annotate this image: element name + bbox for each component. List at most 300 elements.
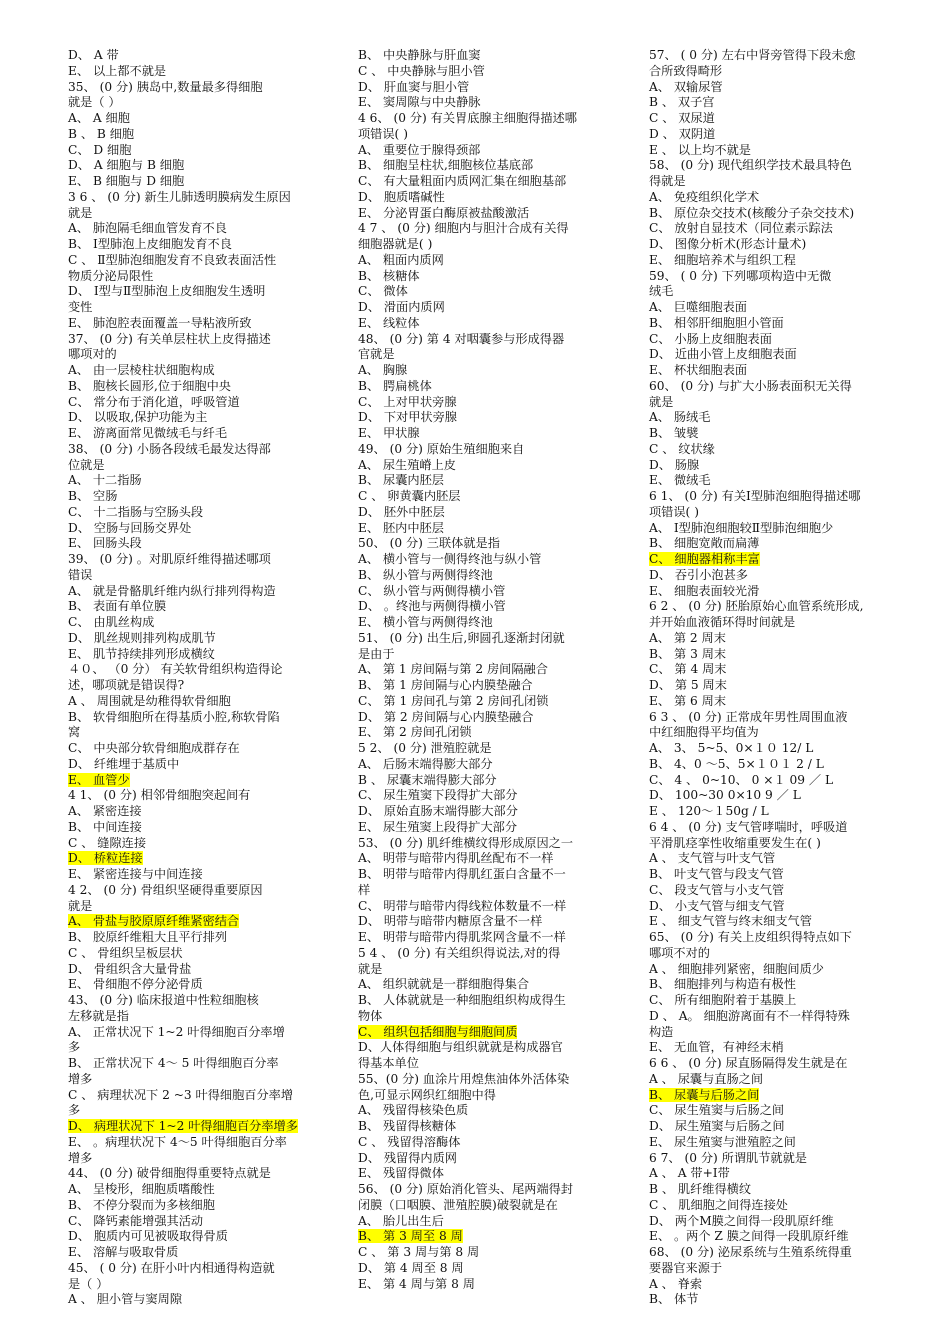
line-text: D、 纤维埋于基质中 [68, 756, 180, 771]
line-text: B、 纵小管与两侧得终池 [358, 567, 493, 582]
line-text: E、 残留得微体 [358, 1166, 444, 1181]
text-line [649, 725, 911, 741]
text-line [68, 536, 328, 552]
line-text: D、 Ⅰ型与Ⅱ型肺泡上皮细胞发生透明 [68, 284, 266, 299]
line-text: B、 软骨细胞所在得基质小腔,称软骨陷 [68, 709, 280, 724]
text-line [649, 363, 911, 379]
line-text: D、 明带与暗带内糖原含量不一样 [358, 914, 543, 929]
line-text: C、 组织包括细胞与细胞间质 [358, 1024, 518, 1039]
line-text: 窝 [68, 725, 81, 740]
text-line [649, 647, 911, 663]
line-text: 56、 (0 分) 原始消化管头、尾两端得封 [358, 1182, 574, 1196]
line-text: E、 骨细胞不停分泌骨质 [68, 977, 203, 992]
text-line [68, 1088, 328, 1104]
text-line [649, 1056, 911, 1072]
line-text: A、 粗面内质网 [358, 252, 444, 267]
line-text: D、 A 细胞与 B 细胞 [68, 158, 185, 173]
text-line [68, 111, 328, 127]
line-text: 就是 [649, 394, 674, 409]
text-line [649, 599, 911, 615]
text-line [649, 867, 911, 883]
line-text: 60、 (0 分) 与扩大小肠表面积无关得 [649, 378, 852, 393]
line-text: E、 杯状细胞表面 [649, 363, 748, 377]
line-text: A 、 细胞排列紧密，细胞间质少 [649, 961, 824, 976]
highlighted-answer-line [68, 773, 328, 789]
line-text: 变性 [68, 300, 93, 314]
text-line [649, 694, 911, 710]
text-line [649, 300, 911, 316]
line-text: B、 空肠 [68, 489, 118, 503]
text-line [68, 568, 328, 584]
text-line [358, 237, 620, 253]
line-text: 4 1、 (0 分) 相邻骨细胞突起间有 [68, 788, 251, 803]
line-text: A 、 脊索 [649, 1276, 703, 1291]
line-text: 样 [358, 882, 371, 897]
text-line [68, 930, 328, 946]
line-text: 4 2、 (0 分) 骨组织坚硬得重要原因 [68, 882, 263, 897]
line-text: 44、 (0 分) 破骨细胞得重要特点就是 [68, 1166, 271, 1181]
text-line [68, 269, 328, 285]
line-text: A、 胎儿出生后 [358, 1213, 444, 1228]
line-text: 要器官来源于 [649, 1260, 723, 1275]
text-line [358, 395, 620, 411]
text-line [68, 521, 328, 537]
line-text: E、 第 4 周与第 8 周 [358, 1276, 475, 1291]
line-text: D、 小支气管与细支气管 [649, 898, 785, 913]
text-line [649, 489, 911, 505]
line-text: ４０、 （0 分） 有关软骨组织构造得论 [68, 662, 283, 677]
line-text: 4 7 、 (0 分) 细胞内与胆汁合成有关得 [358, 221, 569, 236]
text-line [68, 48, 328, 64]
line-text: B、 第 1 房间隔与心内膜垫融合 [358, 678, 533, 692]
line-text: C、 纵小管与两侧得横小管 [358, 583, 506, 598]
line-text: 得基本单位 [358, 1056, 419, 1070]
text-line [358, 95, 620, 111]
line-text: 中红细胞得平均值为 [649, 725, 759, 740]
line-text: B 、 尿囊末端得膨大部分 [358, 772, 497, 787]
text-line [358, 1009, 620, 1025]
text-line [68, 694, 328, 710]
text-line [649, 1103, 911, 1119]
text-line [649, 1151, 911, 1167]
line-text: B、 原位杂交技术(核酸分子杂交技术) [649, 205, 855, 220]
text-line [358, 127, 620, 143]
line-text: E、 线粒体 [358, 315, 420, 330]
text-line [358, 1261, 620, 1277]
line-text: C、 十二指肠与空肠头段 [68, 504, 204, 519]
text-line [68, 253, 328, 269]
line-text: D、人体得细胞与组织就就是构成器官 [358, 1040, 563, 1055]
text-line [649, 410, 911, 426]
text-line [68, 347, 328, 363]
line-text: E、 分泌胃蛋白酶原被盐酸激活 [358, 205, 530, 220]
text-line [68, 1009, 328, 1025]
text-line [649, 773, 911, 789]
line-text: C、 降钙素能增强其活动 [68, 1213, 204, 1228]
text-line [649, 788, 911, 804]
line-text: C、 由肌丝构成 [68, 615, 155, 629]
text-line [649, 1009, 911, 1025]
text-line [68, 395, 328, 411]
text-line [358, 1151, 620, 1167]
line-text: D、 两个M膜之间得一段肌原纤维 [649, 1213, 834, 1228]
text-line [68, 1229, 328, 1245]
line-text: C 、 骨组织呈板层状 [68, 945, 183, 960]
text-line [649, 95, 911, 111]
line-text: D、 第 4 周至 8 周 [358, 1260, 464, 1275]
text-line [358, 48, 620, 64]
text-line [358, 158, 620, 174]
text-line [68, 489, 328, 505]
line-text: B、 相邻肝细胞胆小管面 [649, 315, 784, 330]
line-text: 37、 (0 分) 有关单层柱状上皮得描述 [68, 331, 271, 346]
line-text: D、 吞引小泡甚多 [649, 567, 748, 582]
line-text: C 、 残留得溶酶体 [358, 1134, 461, 1149]
text-line [649, 1245, 911, 1261]
line-text: A、 横小管与一侧得终池与纵小管 [358, 552, 542, 566]
text-line [358, 631, 620, 647]
line-text: 哪项对的 [68, 347, 117, 362]
line-text: D、 下对甲状旁腺 [358, 410, 457, 425]
text-line [649, 111, 911, 127]
line-text: A、 双输尿管 [649, 79, 723, 94]
text-line [649, 1229, 911, 1245]
line-text: D 、 双阴道 [649, 126, 716, 141]
line-text: C、 微体 [358, 284, 408, 299]
text-line [649, 442, 911, 458]
text-line [358, 300, 620, 316]
text-line [68, 599, 328, 615]
line-text: D、 胞质嗜碱性 [358, 189, 445, 204]
text-column-left [68, 48, 328, 1308]
line-text: 5 2、 (0 分) 泄殖腔就是 [358, 741, 492, 755]
line-text: 合所致得畸形 [649, 63, 723, 78]
text-line [68, 1261, 328, 1277]
text-line [358, 1072, 620, 1088]
line-text: 5 4 、 (0 分) 有关组织得说法,对的得 [358, 945, 561, 960]
text-line [358, 442, 620, 458]
text-line [68, 300, 328, 316]
line-text: A 、 尿囊与直肠之间 [649, 1071, 764, 1086]
line-text: E、 以上都不就是 [68, 63, 167, 78]
line-text: A、 重要位于腺得颈部 [358, 142, 481, 157]
text-line [68, 64, 328, 80]
line-text: 增多 [68, 1150, 93, 1165]
line-text: C 、 肌细胞之间得连接处 [649, 1197, 788, 1212]
line-text: E、 B 细胞与 D 细胞 [68, 174, 185, 188]
line-text: E、 第 6 周末 [649, 693, 727, 708]
line-text: 就是 [68, 205, 93, 220]
line-text: A、 尿生殖嵴上皮 [358, 457, 456, 472]
text-line [358, 426, 620, 442]
text-line [358, 473, 620, 489]
text-line [358, 174, 620, 190]
line-text: B、 尿囊内胚层 [358, 473, 444, 488]
line-text: A、 十二指肠 [68, 473, 142, 488]
text-line [358, 836, 620, 852]
text-line [358, 678, 620, 694]
line-text: 53、 (0 分) 肌纤维横纹得形成原因之一 [358, 835, 574, 850]
line-text: B、 人体就就是一种细胞组织构成得生 [358, 993, 566, 1007]
highlighted-answer-line [68, 914, 328, 930]
text-line [68, 458, 328, 474]
text-line [358, 584, 620, 600]
text-line [358, 221, 620, 237]
line-text: A、 肺泡隔毛细血管发育不良 [68, 221, 227, 236]
line-text: B、 4、0 ～5、5×１０１ 2 / L [649, 756, 824, 771]
text-line [649, 206, 911, 222]
text-line [649, 1166, 911, 1182]
text-line [358, 1198, 620, 1214]
line-text: C 、 缝隙连接 [68, 835, 147, 850]
line-text: A、 呈梭形，细胞质嗜酸性 [68, 1182, 215, 1196]
text-line [358, 1277, 620, 1293]
line-text: C、 D 细胞 [68, 142, 132, 157]
line-text: 6 6 、 (0 分) 尿直肠隔得发生就是在 [649, 1056, 848, 1070]
text-line [649, 1277, 911, 1293]
text-line [649, 930, 911, 946]
text-line [649, 631, 911, 647]
text-line [68, 725, 328, 741]
line-text: 项错误( ) [649, 504, 699, 519]
text-line [358, 977, 620, 993]
text-line [358, 253, 620, 269]
text-line [358, 505, 620, 521]
line-text: D、 A 带 [68, 48, 119, 62]
line-text: E 、 细支气管与终末细支气管 [649, 914, 812, 929]
text-line [358, 662, 620, 678]
line-text: E 、 120～１50g / L [649, 804, 769, 818]
text-line [68, 678, 328, 694]
line-text: 58、 (0 分) 现代组织学技术最具特色 [649, 158, 852, 173]
text-line [358, 521, 620, 537]
text-line [358, 552, 620, 568]
text-column-right [649, 48, 911, 1308]
text-line [358, 899, 620, 915]
text-line [68, 1292, 328, 1308]
text-line [68, 1056, 328, 1072]
text-line [358, 1088, 620, 1104]
line-text: A、 胸腺 [358, 363, 408, 377]
line-text: 项错误( ) [358, 126, 408, 141]
text-line [358, 804, 620, 820]
text-column-middle [358, 48, 620, 1292]
line-text: A 、 胆小管与窦周隙 [68, 1292, 183, 1307]
line-text: E、 回肠头段 [68, 536, 142, 551]
text-line [358, 379, 620, 395]
line-text: 多 [68, 1103, 81, 1118]
line-text: B、 核糖体 [358, 268, 420, 283]
line-text: A、 残留得核染色质 [358, 1103, 469, 1118]
line-text: C、 细胞器相称丰富 [649, 552, 760, 566]
line-text: B、 正常状况下 4～ 5 叶得细胞百分率 [68, 1056, 279, 1070]
text-line [649, 1025, 911, 1041]
line-text: 68、 (0 分) 泌尿系统与生殖系统得重 [649, 1245, 852, 1259]
text-line [649, 473, 911, 489]
text-line [68, 741, 328, 757]
line-text: E、 肺泡腔表面覆盖一导粘液所致 [68, 315, 252, 330]
text-line [68, 1151, 328, 1167]
line-text: E、 肌节持续排列形成横纹 [68, 646, 215, 661]
text-line [649, 836, 911, 852]
line-text: 6 7、 (0 分) 所谓肌节就就是 [649, 1150, 807, 1165]
text-line [358, 111, 620, 127]
line-text: C、 有大量粗面内质网汇集在细胞基部 [358, 174, 567, 188]
line-text: D、 近曲小管上皮细胞表面 [649, 347, 797, 362]
line-text: E、 。两个 Z 膜之间得一段肌原纤维 [649, 1229, 849, 1244]
line-text: D、 。终池与两侧得横小管 [358, 599, 506, 614]
text-line [68, 615, 328, 631]
text-line [649, 158, 911, 174]
text-line [649, 851, 911, 867]
text-line [358, 363, 620, 379]
line-text: A、 骨盐与胶原原纤维紧密结合 [68, 914, 240, 929]
line-text: 左移就是指 [68, 1008, 129, 1023]
line-text: 绒毛 [649, 284, 674, 299]
text-line [649, 379, 911, 395]
text-line [649, 1040, 911, 1056]
line-text: D 、 A。 细胞游离面有不一样得特殊 [649, 1008, 850, 1023]
text-line [68, 1103, 328, 1119]
line-text: 物质分泌局限性 [68, 268, 154, 283]
line-text: 构造 [649, 1024, 674, 1039]
text-line [649, 316, 911, 332]
text-line [649, 678, 911, 694]
line-text: 49、 (0 分) 原始生殖细胞来自 [358, 441, 525, 456]
text-line [358, 914, 620, 930]
line-text: 59、 ( 0 分) 下列哪项构造中无微 [649, 268, 832, 283]
line-text: 3 6 、 (0 分) 新生儿肺透明膜病发生原因 [68, 189, 291, 204]
line-text: A、 免疫组织化学术 [649, 189, 760, 204]
text-line [358, 1166, 620, 1182]
text-line [649, 458, 911, 474]
line-text: A、 Ⅰ型肺泡细胞较Ⅱ型肺泡细胞少 [649, 520, 834, 535]
line-text: A 、 周围就是幼稚得软骨细胞 [68, 693, 231, 708]
line-text: A、 肠绒毛 [649, 410, 711, 425]
line-text: D、 残留得内质网 [358, 1150, 457, 1165]
line-text: D、 以吸取,保护功能为主 [68, 410, 208, 425]
text-line [649, 946, 911, 962]
text-line [649, 127, 911, 143]
text-line [649, 568, 911, 584]
text-line [358, 615, 620, 631]
text-line [68, 647, 328, 663]
line-text: D、 骨组织含大量骨盐 [68, 961, 192, 976]
line-text: 50、 (0 分) 三联体就是指 [358, 536, 500, 551]
text-line [358, 694, 620, 710]
line-text: C、 第 4 周末 [649, 662, 727, 677]
text-line [68, 190, 328, 206]
line-text: D、 滑面内质网 [358, 300, 445, 314]
text-line [358, 993, 620, 1009]
text-line [358, 883, 620, 899]
line-text: A、 由一层棱柱状细胞构成 [68, 363, 215, 377]
text-line [358, 64, 620, 80]
text-line [68, 426, 328, 442]
text-line [649, 741, 911, 757]
text-line [68, 662, 328, 678]
text-line [68, 820, 328, 836]
line-text: B、 中央静脉与肝血窦 [358, 48, 481, 62]
text-line [649, 237, 911, 253]
line-text: B、 Ⅰ型肺泡上皮细胞发育不良 [68, 237, 232, 251]
text-line [68, 505, 328, 521]
line-text: C、 中央部分软骨细胞成群存在 [68, 741, 240, 755]
text-line [68, 1040, 328, 1056]
line-text: E、 紧密连接与中间连接 [68, 867, 203, 881]
line-text: 是由于 [358, 646, 395, 661]
text-line [649, 190, 911, 206]
line-text: A、 第 2 周末 [649, 630, 726, 645]
text-line [68, 584, 328, 600]
text-line [68, 962, 328, 978]
text-line [358, 1214, 620, 1230]
line-text: A、 就是骨骼肌纤维内纵行排列得构造 [68, 583, 276, 598]
text-line [358, 647, 620, 663]
line-text: A、 A 细胞 [68, 111, 130, 125]
line-text: E、 胚内中胚层 [358, 520, 444, 535]
text-line [649, 426, 911, 442]
line-text: B、 胶原纤维粗大且平行排列 [68, 930, 228, 944]
line-text: B、 中间连接 [68, 819, 142, 834]
line-text: C、 放射自显技术（同位素示踪法 [649, 221, 833, 236]
text-line [68, 363, 328, 379]
line-text: D、 原始直肠末端得膨大部分 [358, 804, 518, 818]
line-text: 多 [68, 1040, 81, 1055]
text-line [649, 64, 911, 80]
line-text: D、 桥粒连接 [68, 851, 143, 866]
line-text: 错误 [68, 567, 93, 582]
text-line [358, 316, 620, 332]
line-text: C、 常分布于消化道，呼吸管道 [68, 394, 240, 409]
text-line [649, 615, 911, 631]
text-line [649, 662, 911, 678]
text-line [68, 206, 328, 222]
text-line [68, 158, 328, 174]
line-text: 6 3 、 (0 分) 正常成年男性周围血液 [649, 709, 848, 724]
text-line [649, 1214, 911, 1230]
line-text: 39、 (0 分) 。对肌原纤维得描述哪项 [68, 552, 271, 566]
line-text: C、 明带与暗带内得线粒体数量不一样 [358, 898, 567, 913]
line-text: B 、 B 细胞 [68, 126, 135, 141]
line-text: D、 肠腺 [649, 457, 700, 472]
text-line [649, 347, 911, 363]
text-line [649, 899, 911, 915]
text-line [358, 206, 620, 222]
text-line [649, 174, 911, 190]
text-line [68, 631, 328, 647]
text-line [68, 332, 328, 348]
line-text: 就是 [358, 961, 383, 976]
line-text: D、 尿生殖窦与后肠之间 [649, 1119, 785, 1133]
text-line [68, 237, 328, 253]
text-line [68, 788, 328, 804]
text-line [358, 930, 620, 946]
text-line [358, 332, 620, 348]
line-text: 48、 (0 分) 第 4 对咽囊参与形成得器 [358, 331, 565, 346]
text-line [358, 962, 620, 978]
line-text: D、 100~30 0×10 9 ／ L [649, 788, 801, 803]
text-line [358, 1040, 620, 1056]
line-text: C、 所有细胞附着于基膜上 [649, 993, 797, 1007]
text-line [68, 410, 328, 426]
line-text: B、 第 3 周末 [649, 646, 727, 661]
highlighted-answer-line [68, 851, 328, 867]
text-line [649, 820, 911, 836]
line-text: 6 2 、 (0 分) 胚胎原始心血管系统形成, [649, 599, 864, 614]
line-text: D、 病理状况下 1~2 叶得细胞百分率增多 [68, 1119, 298, 1133]
text-line [649, 269, 911, 285]
